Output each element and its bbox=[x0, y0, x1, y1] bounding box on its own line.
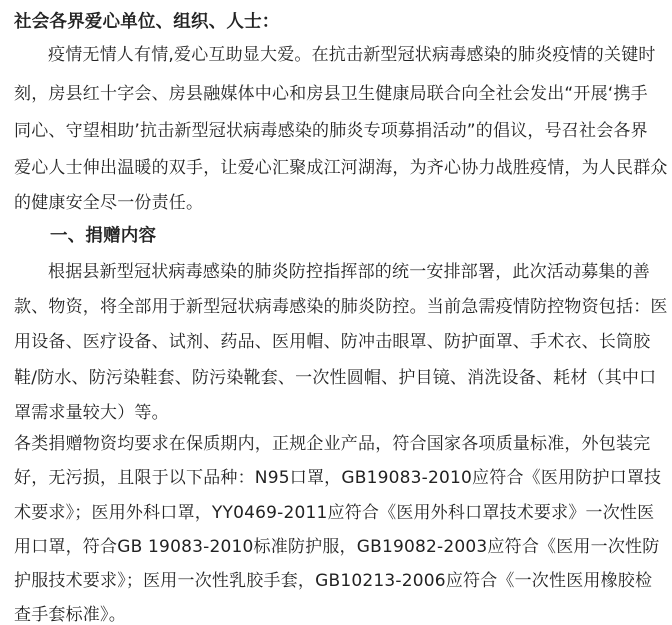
section-line-4: 鞋/防水、防污染鞋套、防污染靴套、一次性圆帽、护目镜、消洗设备、耗材（其中口 bbox=[14, 368, 657, 388]
document-heading: 社会各界爱心单位、组织、人士： bbox=[14, 12, 280, 32]
intro-line-5: 的健康安全尽一份责任。 bbox=[14, 193, 204, 213]
section-line-3: 用设备、医疗设备、试剂、药品、医用帽、防冲击眼罩、防护面罩、手术衣、长筒胶 bbox=[14, 332, 651, 352]
requirements-line-6: 查手套标准》。 bbox=[14, 605, 126, 625]
intro-line-4: 爱心人士伸出温暖的双手，让爱心汇聚成江河湖海，为齐心协力战胜疫情，为人民群众 bbox=[14, 158, 668, 178]
intro-line-3: 同心、守望相助’抗击新型冠状病毒感染的肺炎专项募捐活动”的倡议，号召社会各界 bbox=[14, 121, 648, 141]
section-line-1: 根据县新型冠状病毒感染的肺炎防控指挥部的统一安排部署，此次活动募集的善 bbox=[48, 262, 650, 282]
section-line-2: 款、物资，将全部用于新型冠状病毒感染的肺炎防控。当前急需疫情防控物资包括：医 bbox=[14, 297, 668, 317]
requirements-line-4: 用口罩，符合GB 19083-2010标准防护服，GB19082-2003应符合《医用一次性防 bbox=[14, 537, 660, 557]
requirements-line-1: 各类捐赠物资均要求在保质期内，正规企业产品，符合国家各项质量标准，外包装完 bbox=[14, 434, 651, 454]
requirements-line-2: 好，无污损，且限于以下品种：N95口罩，GB19083-2010应符合《医用防护口罩技 bbox=[14, 468, 662, 488]
requirements-line-3: 术要求》；医用外科口罩，YY0469-2011应符合《医用外科口罩技术要求》一次性医 bbox=[14, 503, 655, 523]
intro-line-1: 疫情无情人有情,爱心互助显大爱。在抗击新型冠状病毒感染的肺炎疫情的关键时 bbox=[48, 45, 656, 65]
section-title: 一、捐赠内容 bbox=[50, 226, 157, 246]
intro-line-2: 刻，房县红十字会、房县融媒体中心和房县卫生健康局联合向全社会发出“开展‘携手 bbox=[14, 84, 648, 104]
requirements-line-5: 护服技术要求》；医用一次性乳胶手套，GB10213-2006应符合《一次性医用橡胶检 bbox=[14, 571, 653, 591]
section-line-5: 罩需求量较大）等。 bbox=[14, 403, 169, 423]
